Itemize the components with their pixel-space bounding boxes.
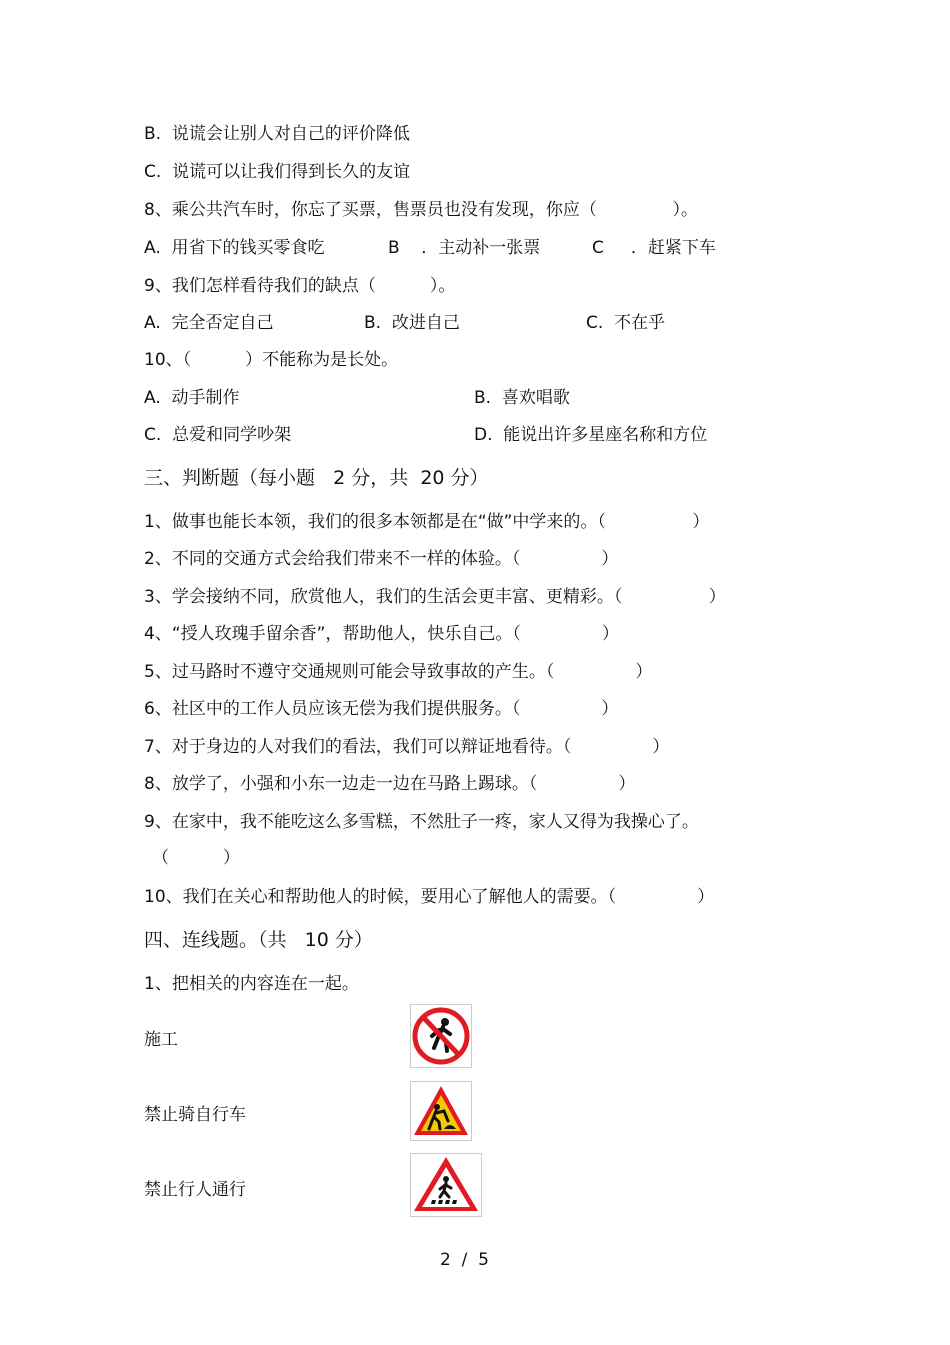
judgment-item-4: 4、“授人玫瑰手留余香”，帮助他人，快乐自己。（ ） <box>144 624 619 644</box>
match-label-no-bicycle: 禁止骑自行车 <box>144 1105 246 1125</box>
page-number: 2 / 5 <box>440 1250 489 1270</box>
option-b: B. 喜欢唱歌 <box>474 388 570 408</box>
judgment-item-6: 6、社区中的工作人员应该无偿为我们提供服务。（ ） <box>144 699 619 719</box>
judgment-item-9: 9、在家中，我不能吃这么多雪糕，不然肚子一疼，家人又得为我操心了。 <box>144 812 699 832</box>
option-a: A. 动手制作 <box>144 388 240 408</box>
option-c: C. 不在乎 <box>586 313 666 333</box>
match-label-construction: 施工 <box>144 1030 178 1050</box>
judgment-item-1: 1、做事也能长本领，我们的很多本领都是在“做”中学来的。（ ） <box>144 512 710 532</box>
option-a: A. 用省下的钱买零食吃 <box>144 238 325 258</box>
section-heading-4: 四、连线题。（共 10 分） <box>144 929 373 951</box>
option-b: B. 改进自己 <box>364 313 460 333</box>
option-c: C. 总爱和同学吵架 <box>144 425 292 445</box>
option-a: A. 完全否定自己 <box>144 313 274 333</box>
judgment-item-8: 8、放学了，小强和小东一边走一边在马路上踢球。（ ） <box>144 774 636 794</box>
option-d: D. 能说出许多星座名称和方位 <box>474 425 708 445</box>
option-line: B. 说谎会让别人对自己的评价降低 <box>144 124 410 144</box>
judgment-item-10: 10、我们在关心和帮助他人的时候，要用心了解他人的需要。（ ） <box>144 887 715 907</box>
question-9: 9、我们怎样看待我们的缺点（ ）。 <box>144 276 456 296</box>
judgment-item-3: 3、学会接纳不同，欣赏他人，我们的生活会更丰富、更精彩。（ ） <box>144 587 726 607</box>
question-10: 10、（ ）不能称为是长处。 <box>144 350 399 370</box>
road-work-sign-icon <box>410 1081 472 1141</box>
match-label-no-pedestrian: 禁止行人通行 <box>144 1180 246 1200</box>
judgment-item-7: 7、对于身边的人对我们的看法，我们可以辩证地看待。（ ） <box>144 737 670 757</box>
option-c: C ．赶紧下车 <box>592 238 716 258</box>
option-b: B ．主动补一张票 <box>388 238 541 258</box>
judgment-item-5: 5、过马路时不遵守交通规则可能会导致事故的产生。（ ） <box>144 662 653 682</box>
judgment-item-2: 2、不同的交通方式会给我们带来不一样的体验。（ ） <box>144 549 619 569</box>
section-heading-3: 三、判断题（每小题 2 分，共 20 分） <box>144 467 489 489</box>
matching-instruction: 1、把相关的内容连在一起。 <box>144 974 359 994</box>
option-line: C. 说谎可以让我们得到长久的友谊 <box>144 162 411 182</box>
judgment-item-9-blank: （ ） <box>152 848 241 868</box>
pedestrian-crossing-sign-icon <box>410 1153 482 1217</box>
question-8: 8、乘公共汽车时，你忘了买票，售票员也没有发现，你应（ ）。 <box>144 200 698 220</box>
no-pedestrian-sign-icon <box>410 1004 472 1068</box>
